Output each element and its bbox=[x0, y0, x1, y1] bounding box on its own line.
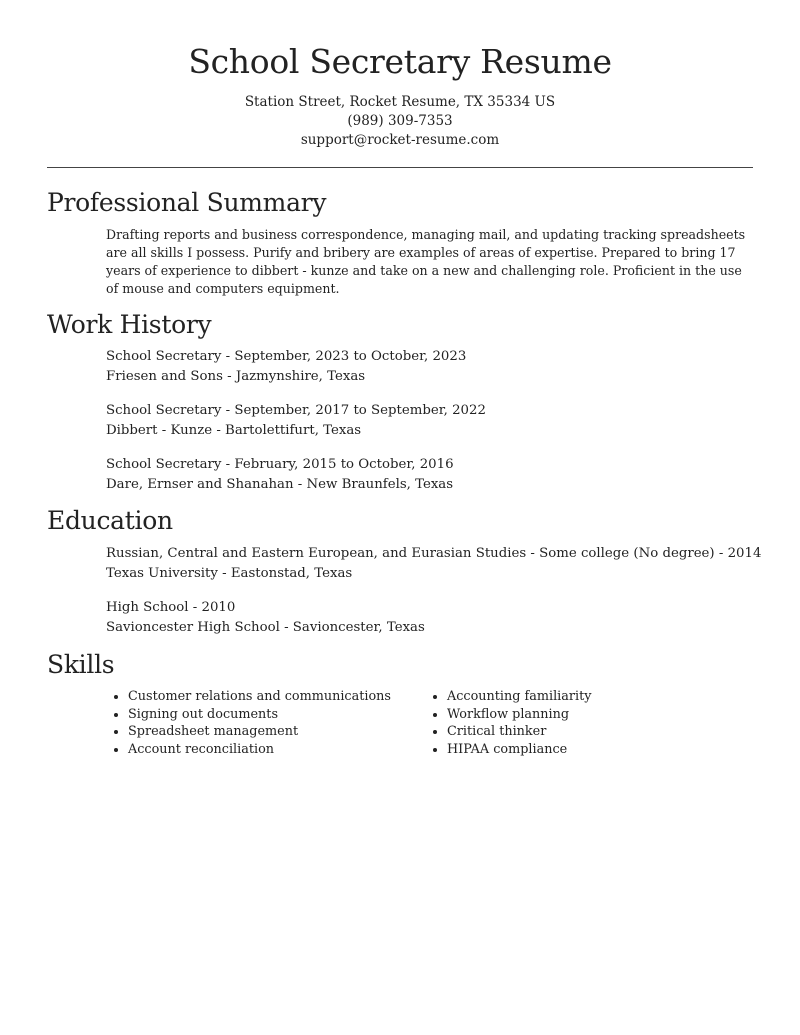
contact-email: support@rocket-resume.com bbox=[300, 132, 500, 148]
resume-title: School Secretary Resume bbox=[188, 42, 612, 81]
skills-list-left bbox=[108, 688, 391, 759]
education-entry bbox=[106, 544, 761, 584]
work-entry-title: School Secretary - February, 2015 to October, 2016 bbox=[106, 457, 454, 472]
skill-item: • Accounting familiarity bbox=[447, 688, 592, 706]
skill-item: • Critical thinker bbox=[447, 723, 592, 741]
header-divider bbox=[47, 167, 753, 168]
summary-text: Drafting reports and business correspondence, managing mail, and updating tracking spreadsheets are all skills I possess. Purify and bribery are examples of areas of expertise. Prepared to bring 17 years of experience to dibbert - kunze and take on a new and challenging role. Proficient in the use of mouse and computers equipment. bbox=[106, 227, 746, 296]
education-entry-degree: High School - 2010 bbox=[106, 600, 236, 615]
work-entry-title: School Secretary - September, 2023 to October, 2023 bbox=[106, 349, 467, 364]
education-entry-school: Texas University - Eastonstad, Texas bbox=[106, 566, 353, 581]
work-entry bbox=[106, 347, 466, 387]
work-entry-company: Friesen and Sons - Jazmynshire, Texas bbox=[106, 369, 366, 384]
skill-item: • HIPAA compliance bbox=[447, 741, 592, 759]
section-heading-skills: Skills bbox=[47, 650, 115, 679]
section-heading-work: Work History bbox=[47, 310, 212, 339]
skill-item: • Signing out documents bbox=[128, 706, 391, 724]
education-entry-school: Savioncester High School - Savioncester, Texas bbox=[106, 620, 425, 635]
skills-list-right bbox=[427, 688, 592, 759]
education-entry-degree: Russian, Central and Eastern European, and Eurasian Studies - Some college (No degree) - 2014 bbox=[106, 546, 762, 561]
work-entry-company: Dibbert - Kunze - Bartolettifurt, Texas bbox=[106, 423, 362, 438]
section-heading-education: Education bbox=[47, 506, 173, 535]
work-entry bbox=[106, 401, 486, 441]
contact-phone: (989) 309-7353 bbox=[347, 113, 453, 129]
work-entry-company: Dare, Ernser and Shanahan - New Braunfels, Texas bbox=[106, 477, 454, 492]
education-entry bbox=[106, 598, 425, 638]
work-entry-title: School Secretary - September, 2017 to September, 2022 bbox=[106, 403, 486, 418]
skill-item: • Customer relations and communications bbox=[128, 688, 391, 706]
section-heading-summary: Professional Summary bbox=[47, 188, 327, 217]
skill-item: • Workflow planning bbox=[447, 706, 592, 724]
skill-item: • Account reconciliation bbox=[128, 741, 391, 759]
work-entry bbox=[106, 455, 454, 495]
contact-address: Station Street, Rocket Resume, TX 35334 US bbox=[244, 94, 556, 110]
skill-item: • Spreadsheet management bbox=[128, 723, 391, 741]
